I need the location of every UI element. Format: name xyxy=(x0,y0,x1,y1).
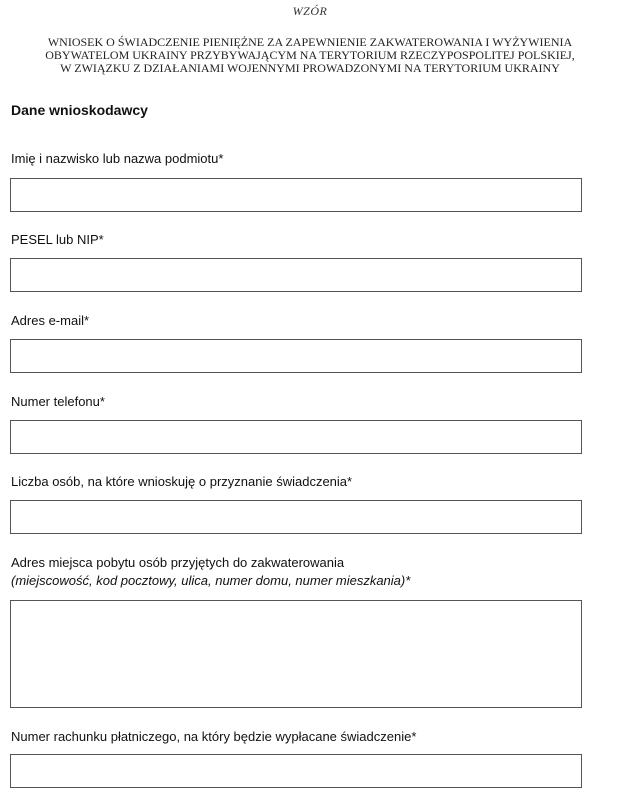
email-label: Adres e-mail* xyxy=(11,313,90,328)
name-label: Imię i nazwisko lub nazwa podmiotu* xyxy=(11,151,224,166)
document-watermark-label: WZÓR xyxy=(292,4,328,18)
email-input[interactable] xyxy=(10,339,582,373)
pesel-input[interactable] xyxy=(10,258,582,292)
account-number-input[interactable] xyxy=(10,754,582,788)
phone-input[interactable] xyxy=(10,420,582,454)
document-title xyxy=(10,36,610,75)
persons-count-label: Liczba osób, na które wnioskuję o przyznanie świadczenia* xyxy=(11,474,353,489)
account-label: Numer rachunku płatniczego, na który będzie wypłacane świadczenie* xyxy=(11,729,417,744)
phone-label: Numer telefonu* xyxy=(11,394,105,409)
name-input[interactable] xyxy=(10,178,582,212)
title-line-3: W ZWIĄZKU Z DZIAŁANIAMI WOJENNYMI PROWADZONYMI NA TERYTORIUM UKRAINY xyxy=(60,61,560,75)
title-line-2: OBYWATELOM UKRAINY PRZYBYWAJĄCYM NA TERYTORIUM RZECZYPOSPOLITEJ POLSKIEJ, xyxy=(45,48,575,62)
section-heading: Dane wnioskodawcy xyxy=(11,102,148,118)
address-textarea[interactable] xyxy=(10,600,582,708)
address-sublabel: (miejscowość, kod pocztowy, ulica, numer domu, numer mieszkania)* xyxy=(11,573,411,588)
persons-count-input[interactable] xyxy=(10,500,582,534)
title-line-1: WNIOSEK O ŚWIADCZENIE PIENIĘŻNE ZA ZAPEWNIENIE ZAKWATEROWANIA I WYŻYWIENIA xyxy=(47,35,573,49)
address-label: Adres miejsca pobytu osób przyjętych do zakwaterowania xyxy=(11,555,345,570)
pesel-label: PESEL lub NIP* xyxy=(11,232,104,247)
